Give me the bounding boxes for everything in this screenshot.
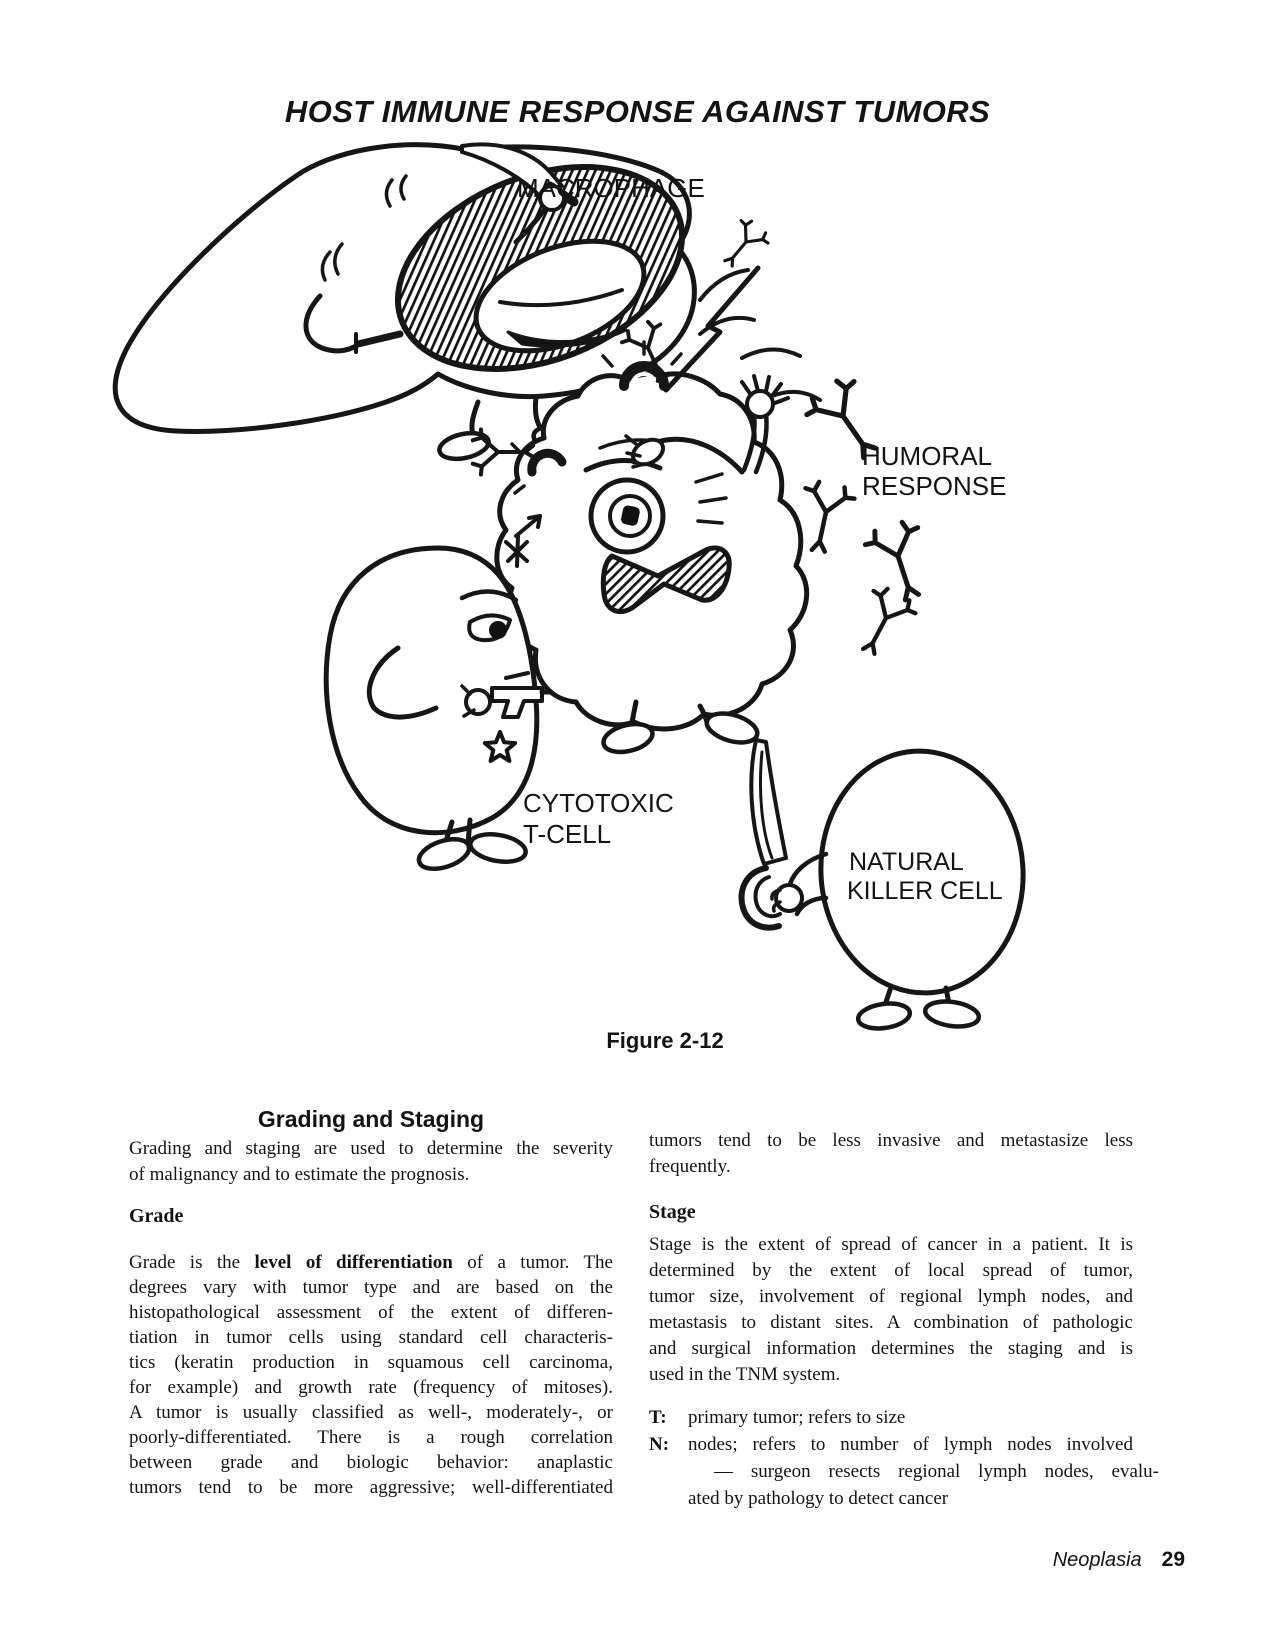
humoral-response-label-line2: RESPONSE <box>862 471 1007 501</box>
subheading-grade: Grade <box>129 1205 184 1227</box>
text-line: nodes; refers to number of lymph nodes involved <box>688 1434 1133 1455</box>
tnm-key-t: T: <box>649 1407 667 1428</box>
text-line: ated by pathology to detect cancer <box>688 1488 949 1509</box>
footer-chapter-title: Neoplasia <box>1052 1549 1142 1571</box>
page-title: HOST IMMUNE RESPONSE AGAINST TUMORS <box>284 94 991 129</box>
tnm-item-n <box>649 1431 1159 1512</box>
text-line: tumors tend to be less invasive and metastasize less <box>649 1130 1133 1151</box>
cytotoxic-t-cell-label-line1: CYTOTOXIC <box>523 788 674 818</box>
subheading-stage: Stage <box>649 1201 696 1223</box>
text-line: metastasis to distant sites. A combination of pathologic <box>649 1312 1133 1333</box>
text-line: primary tumor; refers to size <box>688 1407 906 1428</box>
footer-page-number: 29 <box>1161 1548 1185 1571</box>
right-column <box>649 1128 1159 1512</box>
bold-phrase: level of differentiation <box>254 1252 453 1273</box>
text-line: frequently. <box>649 1156 731 1177</box>
text-line: A tumor is usually classified as well-, moderately-, or <box>129 1402 613 1423</box>
continuation-paragraph <box>649 1128 1133 1180</box>
text-line: between grade and biologic behavior: anaplastic <box>129 1452 613 1473</box>
section-heading-grading-and-staging: Grading and Staging <box>257 1106 485 1132</box>
tnm-list <box>649 1404 1159 1512</box>
nk-cell-label-line2: KILLER CELL <box>847 877 1003 905</box>
text-line: determined by the extent of local spread of tumor, <box>649 1260 1133 1281</box>
text-line: tiation in tumor cells using standard cell characteris- <box>129 1327 613 1348</box>
text-line: degrees vary with tumor type and are based on the <box>129 1277 613 1298</box>
humoral-response-label-line1: HUMORAL <box>862 441 993 471</box>
intro-paragraph <box>129 1136 613 1188</box>
text-line: — surgeon resects regional lymph nodes, evalu- <box>714 1461 1159 1482</box>
text-line: poorly-differentiated. There is a rough correlation <box>129 1427 613 1448</box>
text-line: and surgical information determines the staging and is <box>649 1338 1133 1359</box>
text-line: histopathological assessment of the extent of differen- <box>129 1302 613 1323</box>
macrophage-label: MACROPHAGE <box>517 173 705 203</box>
text-line: Grade is the level of differentiation of a tumor. The <box>129 1252 613 1273</box>
left-column <box>129 1106 613 1500</box>
cytotoxic-t-cell-label-line2: T-CELL <box>523 819 612 849</box>
figure-caption: Figure 2-12 <box>606 1028 724 1053</box>
nk-cell-label-line1: NATURAL <box>849 848 964 876</box>
page-footer <box>865 1548 1185 1572</box>
text-line: Stage is the extent of spread of cancer in a patient. It is <box>649 1234 1133 1255</box>
text-line: tics (keratin production in squamous cell carcinoma, <box>129 1352 613 1373</box>
stage-paragraph <box>649 1232 1133 1388</box>
text-line: tumor size, involvement of regional lymph nodes, and <box>649 1286 1133 1307</box>
text-line: used in the TNM system. <box>649 1364 841 1385</box>
text-line: tumors tend to be more aggressive; well-differentiated <box>129 1477 613 1498</box>
tnm-key-n: N: <box>649 1434 670 1455</box>
text-line: Grading and staging are used to determine the severity <box>129 1138 613 1159</box>
text-line: of malignancy and to estimate the prognosis. <box>129 1164 470 1185</box>
text-line: for example) and growth rate (frequency of mitoses). <box>129 1377 613 1398</box>
grade-paragraph <box>129 1250 613 1500</box>
tnm-item-t <box>649 1404 1133 1431</box>
